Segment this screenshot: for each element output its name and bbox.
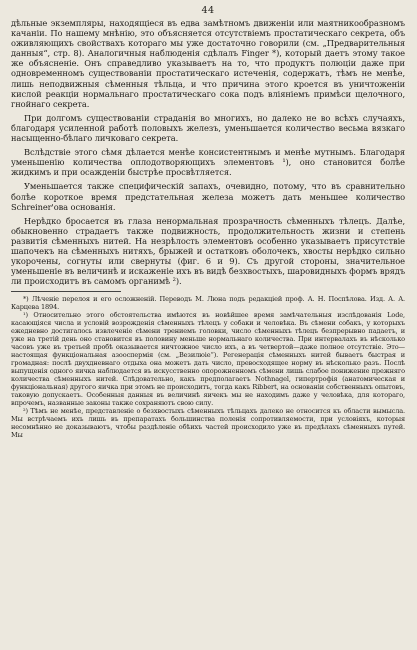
paragraph-3: Вслѣдствiе этого сѣмя дѣлается менѣе консистентнымъ и менѣе мутнымъ. Благодаря уменьшенiю количества оплодотворяющихъ элементовъ ¹), оно становится болѣе жидкимъ и при осажденiи быстрѣе просвѣтляется. <box>11 147 405 178</box>
footnote-1: ¹) Относительно этого обстоятельства имѣются въ новѣйшее время замѣчательныя изслѣдованiя Lode, касающiяся числа и условiй возрожденiя сѣменныхъ тѣлецъ у собаки и человѣка. Въ сѣмени собакъ, у которыхъ ежедневно достигалось извлеченiе сѣмени трениемъ головки, число сѣменныхъ тѣлецъ безпрерывно падаетъ, и уже на третiй день оно становится въ половину меньше нормальнаго количества. При интервалахъ въ нѣсколько часовъ уже въ третьей пробѣ оказывается ничтожное число ихъ, а въ четвертой—даже полное отсутствiе. Это—настоящая функцiональная азооспермiя (см. „Везилюiе“). Регенерацiя сѣменныхъ нитей бываетъ быстрая и громадная: послѣ двухдневнаго отдыха она можетъ дать число, превосходящее норму въ нѣсколько разъ. Послѣ выпущенiя одного яичка наблюдается въ искусственно опорожненномъ сѣмени лишь слабое понижение прежняго количества сѣменныхъ нитей. Слѣдовательно, какъ предполагаетъ Nothnagel, гипертрофiя (анатомическая и функцiональная) другого яичка при этомъ не происходитъ, тогда какъ Ribbert, на основанiи собственныхъ опытовъ, таковую допускаетъ. Особенныя данныя въ величинѣ яичекъ мы не находимъ даже у человѣка, для котораго, впрочемъ, названные законы также сохраняютъ свою силу. <box>11 311 405 408</box>
paragraph-5: Нерѣдко бросается въ глаза ненормальная прозрачность сѣменныхъ тѣлецъ. Далѣе, обыкновенно страдаетъ также подвижность, продолжительность жизни и степень развитiя сѣменныхъ нитей. На незрѣлость элементовъ особенно указываетъ присутствiе шапочекъ на сѣменныхъ нитяхъ, брыжей и остатковъ оболочекъ, хвосты нерѣдко сильно укорочены, согнуты или свернуты (фиг. 6 и 9). Съ другой стороны, значительное уменьшенiе въ величинѣ и искаженiе ихъ въ видѣ безхвостыхъ, шаровидныхъ формъ врядъ ли происходитъ въ самомъ органимѣ ²). <box>11 215 405 287</box>
footnotes <box>11 295 405 439</box>
footnote-star: *) Лѣченiе перелоя и его осложненiй. Переводъ М. Люна подъ редакцiей проф. А. Н. Поспѣлова. Изд. А. А. Карцева 1894. <box>11 295 405 312</box>
paragraph-4: Уменьшается также специфическiй запахъ, очевидно, потому, что въ сравнительно болѣе короткое время предстательная железа можетъ дать меньшее количество Schreiner'ова основанiя. <box>11 181 405 212</box>
main-text <box>11 18 405 286</box>
footnote-divider <box>11 291 121 292</box>
page-number: 44 <box>201 5 215 16</box>
paragraph-2: При долгомъ существованiи страданiя во многихъ, но далеко не во всѣхъ случаяхъ, благодаря усиленной работѣ половыхъ железъ, уменьшается количество весьма вязкаго насыщенно-бѣлаго личковаго секрета. <box>11 112 405 144</box>
paragraph-1: дѣльные экземпляры, находящiеся въ едва замѣтномъ движенiи или маятникообразномъ качанiи. По нашему мнѣнiю, это объясняется отсутствiемъ простатическаго секрета, объ оживляющихъ свойствахъ котораго мы уже достаточно говорили (см. „Предварительныя данныя“, стр. 8). Аналогичныя наблюденiя сдѣлалъ Finger *), который даетъ этому такое же объясненiе. Онъ справедливо указываетъ на то, что продуктъ полюцiи даже при одновременномъ существованiи простатическаго истеченiя, содержатъ, тѣмъ не менѣе, лишь неподвижныя сѣменныя тѣльца, и что причина этого кроется въ уничтоженiи кислой реакцiи нормальнаго простатическаго сока подъ влiянiемъ примѣси щелочного, гнойнаго секрета. <box>11 18 405 109</box>
footnote-2: ²) Тѣмъ не менѣе, представленiе о безхвостыхъ сѣменныхъ тѣльцахъ далеко не относится къ области вымысла. Мы встрѣчаемъ ихъ лишь въ препаратахъ большинства поленiя сопротивляемости, при условiяхъ, которыя несомнѣнно не доказываютъ, чтобы раздѣленiе обѣихъ частей происходило уже въ предѣлахъ сѣменныхъ путей. Мы <box>11 407 405 440</box>
